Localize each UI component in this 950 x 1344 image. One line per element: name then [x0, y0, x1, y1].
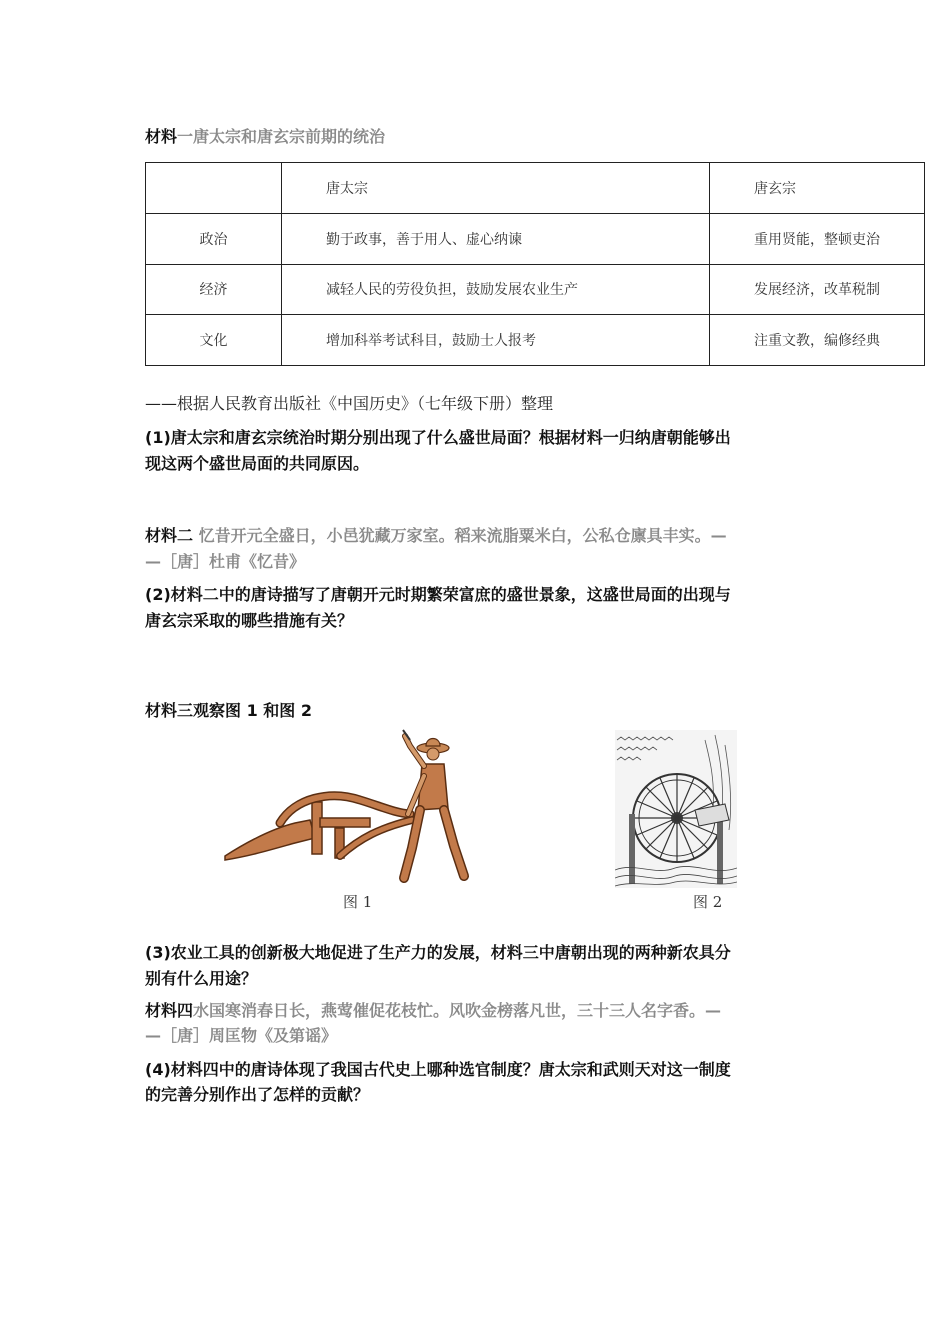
table-cell: 注重文教，编修经典	[710, 315, 925, 366]
material2-label: 材料二	[145, 526, 194, 545]
question-1-line1: (1)唐太宗和唐玄宗统治时期分别出现了什么盛世局面？根据材料一归纳唐朝能够出	[145, 428, 731, 447]
material4-label: 材料四	[145, 1001, 194, 1020]
material4-source: —［唐］周匡物《及第谣》	[145, 1026, 338, 1045]
figure2-caption: 图 2	[693, 893, 723, 911]
material3-heading: 材料三观察图 1 和图 2	[145, 701, 312, 720]
question-2-line2: 唐玄宗采取的哪些措施有关？	[145, 611, 354, 630]
question-4-line1: (4)材料四中的唐诗体现了我国古代史上哪种选官制度？唐太宗和武则天对这一制度	[145, 1060, 731, 1079]
table-header-cell: 唐太宗	[282, 163, 710, 214]
table-cell: 增加科举考试科目，鼓励士人报考	[282, 315, 710, 366]
question-4-line2: 的完善分别作出了怎样的贡献？	[145, 1085, 370, 1104]
material2-poem: 忆昔开元全盛日，小邑犹藏万家室。稻来流脂粟米白，公私仓廪具丰实。—	[193, 526, 727, 545]
table-header-row	[146, 163, 925, 214]
question-3-line1: (3)农业工具的创新极大地促进了生产力的发展，材料三中唐朝出现的两种新农具分	[145, 943, 731, 962]
question-3-line2: 别有什么用途？	[145, 969, 258, 988]
table-cell: 发展经济，改革税制	[710, 264, 925, 315]
table-cell: 减轻人民的劳役负担，鼓励发展农业生产	[282, 264, 710, 315]
table-header-cell: 唐玄宗	[710, 163, 925, 214]
table-cell: 文化	[146, 315, 282, 366]
figure1-caption: 图 1	[343, 893, 373, 911]
table-cell: 勤于政事，善于用人、虚心纳谏	[282, 213, 710, 264]
question-1-line2: 现这两个盛世局面的共同原因。	[145, 454, 370, 473]
plough-figure	[220, 728, 475, 890]
table-row	[146, 213, 925, 264]
material1-source: ——根据人民教育出版社《中国历史》（七年级下册）整理	[145, 394, 554, 413]
table-cell: 重用贤能，整顿吏治	[710, 213, 925, 264]
material1-heading	[145, 124, 385, 150]
table-row	[146, 264, 925, 315]
table-cell: 经济	[146, 264, 282, 315]
question-2-line1: (2)材料二中的唐诗描写了唐朝开元时期繁荣富庶的盛世景象，这盛世局面的出现与	[145, 585, 731, 604]
waterwheel-figure	[615, 730, 737, 888]
material4-line1	[145, 998, 721, 1024]
material2-source: —［唐］杜甫《忆昔》	[145, 552, 306, 571]
material1-table	[145, 162, 925, 366]
material2-line1	[145, 523, 727, 549]
material1-label: 材料	[145, 127, 178, 146]
table-row	[146, 315, 925, 366]
table-cell: 政治	[146, 213, 282, 264]
material4-poem: 水国寒消春日长，燕莺催促花枝忙。风吹金榜落凡世，三十三人名字香。—	[193, 1001, 722, 1020]
material1-title: 一唐太宗和唐玄宗前期的统治	[177, 127, 386, 146]
table-header-cell	[146, 163, 282, 214]
